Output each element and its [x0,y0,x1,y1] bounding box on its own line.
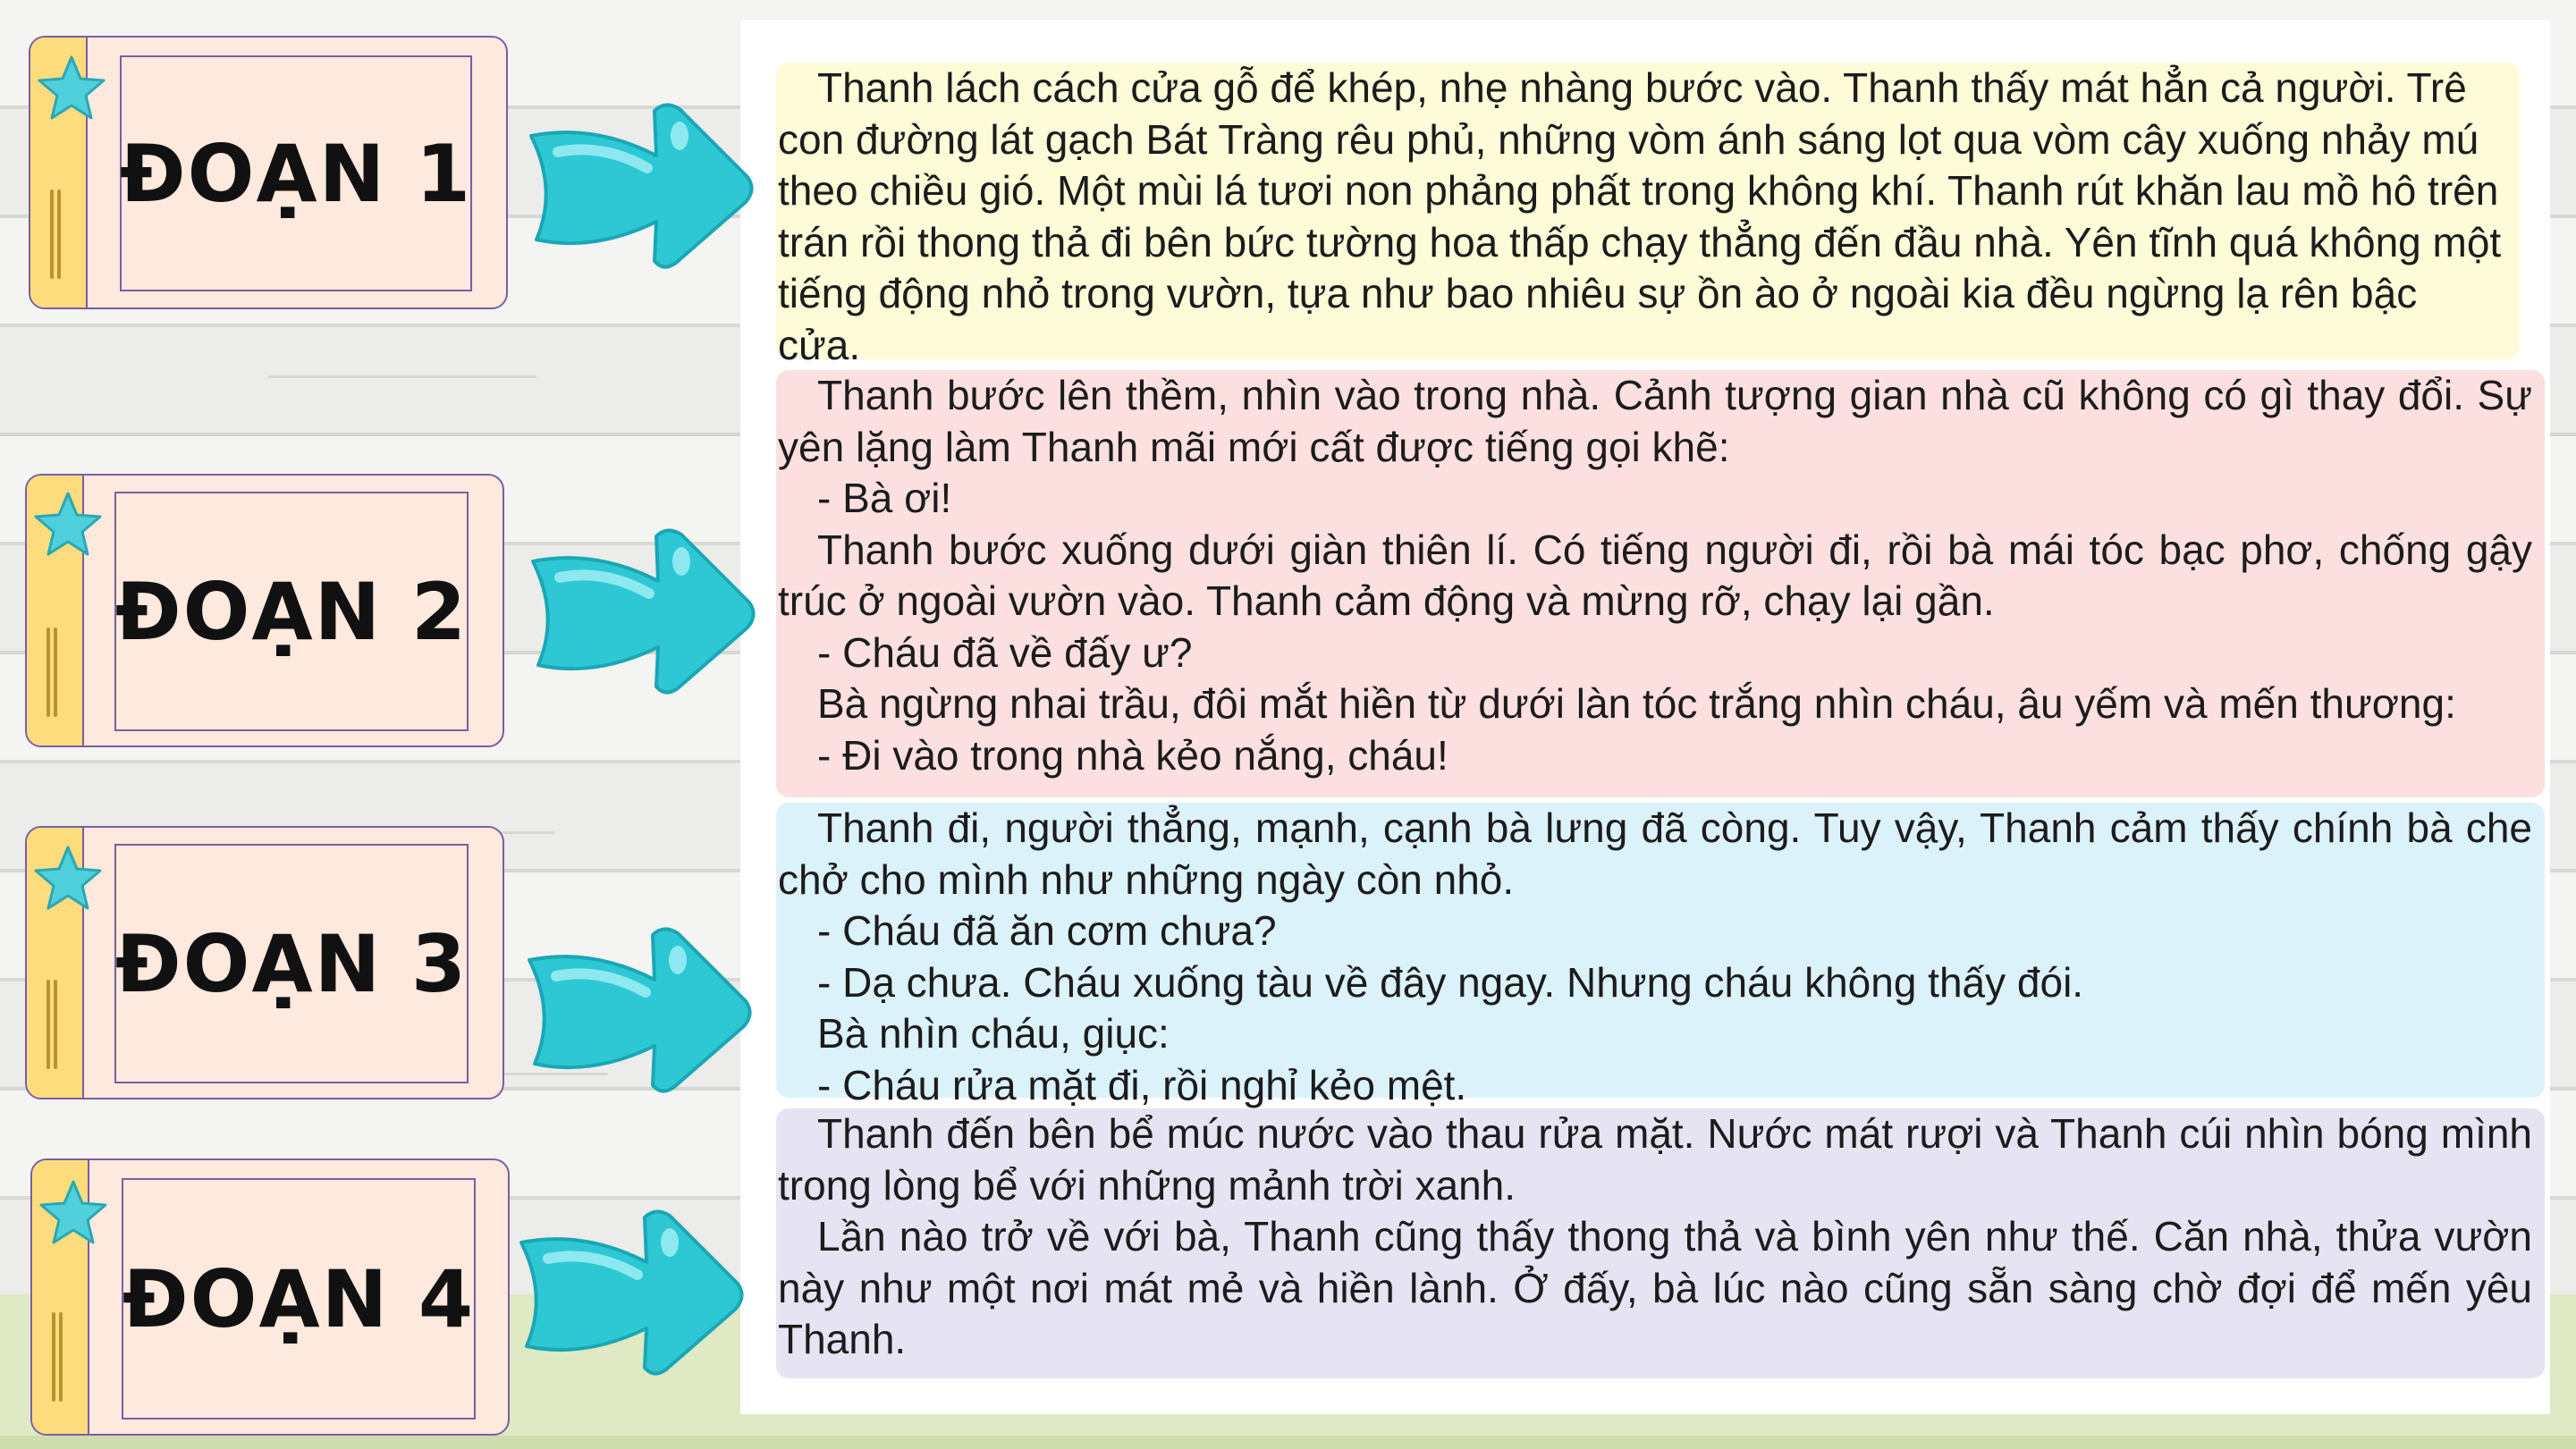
paragraph-4-line: Lần nào trở về với bà, Thanh cũng thấy thong thả và bình yên như thế. Căn nhà, thửa vườn này như một nơi mát mẻ và hiền lành. Ở đấy, bà lúc nào cũng sẵn sàng chờ đợi để mến yêu Thanh. [778,1213,2532,1362]
paragraph-3 [776,803,2545,1108]
section-label: ĐOẠN 2 [114,565,469,658]
card-strip-text [46,628,68,717]
star-icon [36,54,107,122]
paragraph-3-line: Bà nhìn cháu, giục: [817,1010,1170,1057]
paragraph-2-line: Bà ngừng nhai trầu, đôi mắt hiền từ dưới làn tóc trắng nhìn cháu, âu yếm và mến thương: [817,680,2456,727]
section-label: ĐOẠN 1 [119,127,473,220]
paragraph-2-line: - Bà ơi! [817,475,952,521]
paragraph-2-line: - Cháu đã về đấy ư? [817,628,1193,676]
section-label: ĐOẠN 3 [114,917,469,1010]
paragraph-4-line: Thanh đến bên bể múc nước vào thau rửa mặt. Nước mát rượi và Thanh cúi nhìn bóng mình trong lòng bể với những mảnh trời xanh. [778,1110,2532,1209]
paragraph-1-line: Thanh lách cách cửa gỗ để khép, nhẹ nhàng bước vào. Thanh thấy mát hẳn cả người. Trê con đường lát gạch Bát Tràng rêu phủ, những vòm ánh sáng lọt qua vòm cây xuống nhảy mú theo chiều gió. Một mùi lá tươi non phảng phất trong không khí. Thanh rút khăn lau mồ hô trên trán rồi thong thả đi bên bức tường hoa thấp chạy thẳng đến đầu nhà. Yên tĩnh quá không một tiếng động nhỏ trong vườn, tựa như bao nhiêu sự ồn ào ở ngoài kia đều ngừng lạ rên bậc cửa. [778,64,2502,368]
star-icon [32,844,104,912]
arrow-right-icon [520,921,756,1099]
paragraph-2 [776,370,2545,797]
paragraph-3-line: Thanh đi, người thẳng, mạnh, cạnh bà lưng đã còng. Tuy vậy, Thanh cảm thấy chính bà che chở cho mình như những ngày còn nhỏ. [778,805,2532,903]
paragraph-2-line: - Đi vào trong nhà kẻo nắng, cháu! [817,731,1448,779]
paragraph-1 [776,63,2520,368]
card-inner [114,492,469,731]
section-label: ĐOẠN 4 [122,1252,476,1345]
paragraph-2-line: Thanh bước xuống dưới giàn thiên lí. Có tiếng người đi, rồi bà mái tóc bạc phơ, chống gậy trúc ở ngoài vườn vào. Thanh cảm động và mừng rỡ, chạy lại gần. [778,526,2532,624]
card-inner [122,1178,476,1420]
star-icon [32,490,104,558]
paragraph-4 [776,1108,2545,1378]
card-strip-text [50,190,72,279]
arrow-right-icon [524,522,760,701]
card-strip-text [52,1312,73,1402]
paragraph-3-line: - Cháu rửa mặt đi, rồi nghỉ kẻo mệt. [817,1061,1467,1108]
paragraph-2-line: Thanh bước lên thềm, nhìn vào trong nhà. Cảnh tượng gian nhà cũ không có gì thay đổi. Sự yên lặng làm Thanh mãi mới cất được tiếng gọi khẽ: [778,372,2532,470]
card-inner [120,55,472,291]
arrow-right-icon [510,1203,751,1382]
star-icon [38,1178,109,1246]
wood-grain [268,375,536,378]
grass-edge [0,1436,2576,1449]
paragraph-3-line: - Dạ chưa. Cháu xuống tàu về đây ngay. Nhưng cháu không thấy đói. [817,958,2084,1006]
card-inner [114,844,469,1083]
card-strip-text [46,980,68,1069]
arrow-right-icon [522,97,758,275]
paragraph-3-line: - Cháu đã ăn cơm chưa? [817,907,1277,954]
